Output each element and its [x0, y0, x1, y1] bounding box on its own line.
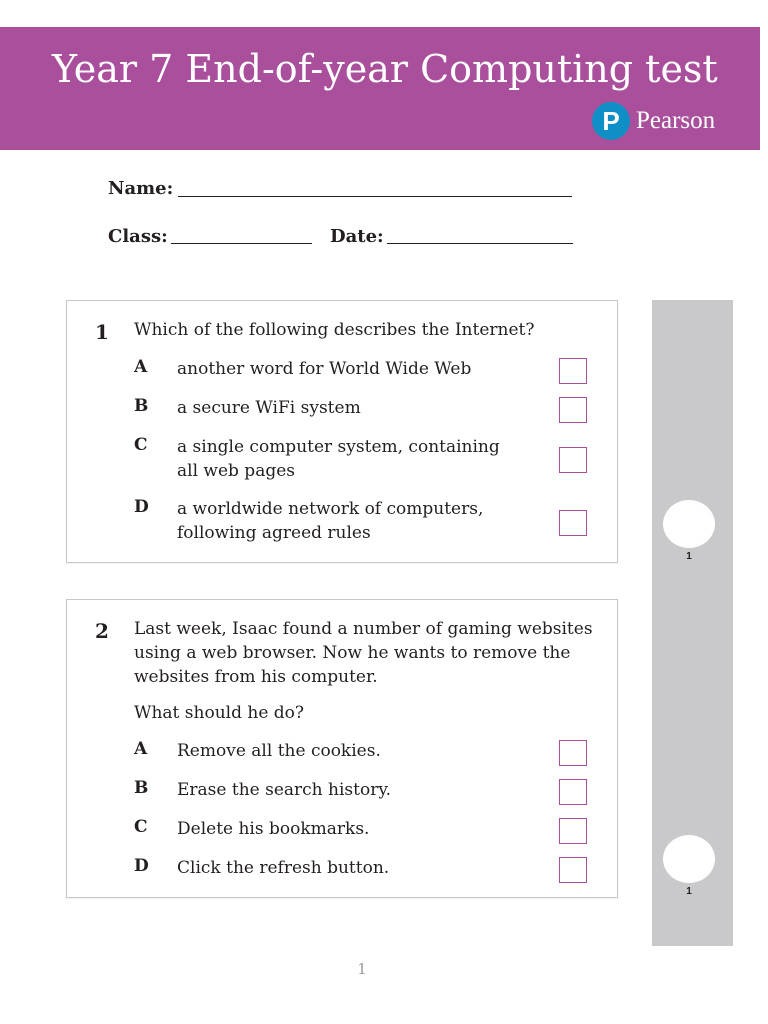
- option-text: another word for World Wide Web: [177, 359, 472, 379]
- mark-circle-q2: [663, 835, 715, 883]
- answer-checkbox-1d[interactable]: [559, 510, 587, 536]
- page-number: 1: [357, 960, 367, 978]
- option-letter: A: [134, 357, 148, 377]
- option-letter: A: [134, 739, 148, 759]
- answer-checkbox-1c[interactable]: [559, 447, 587, 473]
- option-text: a worldwide network of computers, following agreed rules: [177, 499, 484, 543]
- answer-checkbox-2c[interactable]: [559, 818, 587, 844]
- answer-checkbox-2d[interactable]: [559, 857, 587, 883]
- option-text: Click the refresh button.: [177, 858, 390, 878]
- question-1: [66, 300, 618, 563]
- question-text: Which of the following describes the Internet?: [134, 320, 535, 340]
- question-prompt: What should he do?: [134, 703, 305, 723]
- question-number: 2: [95, 619, 109, 643]
- name-field[interactable]: [178, 196, 572, 197]
- mark-circle-q1: [663, 500, 715, 548]
- option-letter: D: [134, 497, 149, 517]
- option-letter: C: [134, 435, 148, 455]
- option-text: a single computer system, containing all web pages: [177, 437, 500, 481]
- answer-checkbox-2b[interactable]: [559, 779, 587, 805]
- question-text: Last week, Isaac found a number of gaming websites using a web browser. Now he wants to remove the websites from his computer.: [134, 619, 593, 687]
- page-title: Year 7 End-of-year Computing test: [52, 47, 718, 91]
- date-label: Date:: [330, 226, 384, 247]
- date-field[interactable]: [387, 243, 573, 244]
- option-text: a secure WiFi system: [177, 398, 361, 418]
- option-letter: B: [134, 778, 149, 798]
- option-text: Erase the search history.: [177, 780, 392, 800]
- option-text: Remove all the cookies.: [177, 741, 381, 761]
- marks-q2: 1: [686, 886, 692, 897]
- option-text: Delete his bookmarks.: [177, 819, 370, 839]
- option-letter: D: [134, 856, 149, 876]
- class-field[interactable]: [171, 243, 312, 244]
- option-letter: C: [134, 817, 148, 837]
- answer-checkbox-2a[interactable]: [559, 740, 587, 766]
- answer-checkbox-1a[interactable]: [559, 358, 587, 384]
- publisher-name: Pearson: [636, 107, 716, 134]
- name-label: Name:: [108, 178, 174, 199]
- question-number: 1: [95, 320, 109, 344]
- answer-checkbox-1b[interactable]: [559, 397, 587, 423]
- option-letter: B: [134, 396, 149, 416]
- pearson-logo: [592, 102, 715, 140]
- header-banner: [0, 27, 760, 150]
- pearson-icon: P: [592, 102, 630, 140]
- marks-q1: 1: [686, 551, 692, 562]
- question-2: [66, 599, 618, 898]
- class-label: Class:: [108, 226, 168, 247]
